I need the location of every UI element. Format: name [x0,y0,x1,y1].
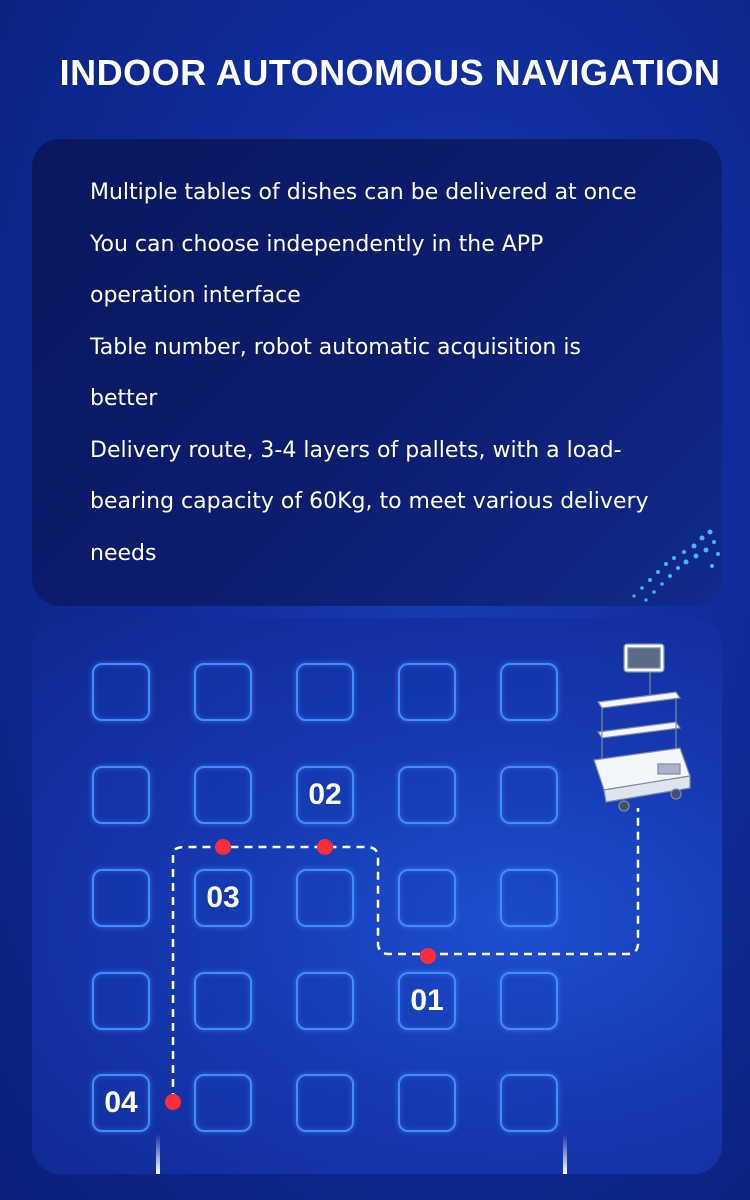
stop-marker [317,839,333,855]
stop-marker [165,1094,181,1110]
light-beam-decoration [563,1134,567,1174]
description-line: You can choose independently in the APP [90,231,544,257]
table-label: 04 [104,1086,138,1119]
light-beam-decoration [156,1134,160,1174]
description-line: Multiple tables of dishes can be delivered at once [90,180,637,205]
description-line: operation interface [90,283,301,308]
description-line: needs [90,540,157,566]
description-line: bearing capacity of 60Kg, to meet various delivery [90,489,649,514]
description-line: better [90,386,158,411]
table-label: 03 [206,881,240,914]
page-title: INDOOR AUTONOMOUS NAVIGATION [59,52,721,93]
table-label: 01 [410,984,444,1017]
description-text [90,167,690,579]
particle-dots-decoration [582,526,722,606]
description-line: Delivery route, 3-4 layers of pallets, with a load- [90,437,622,463]
table-label: 02 [308,778,342,811]
stop-marker [420,948,436,964]
description-panel [32,139,722,606]
description-line: Table number, robot automatic acquisition is [90,334,581,360]
delivery-robot-icon [580,636,710,816]
route-path [173,808,638,1101]
stop-marker [215,839,231,855]
navigation-map [32,618,722,1174]
